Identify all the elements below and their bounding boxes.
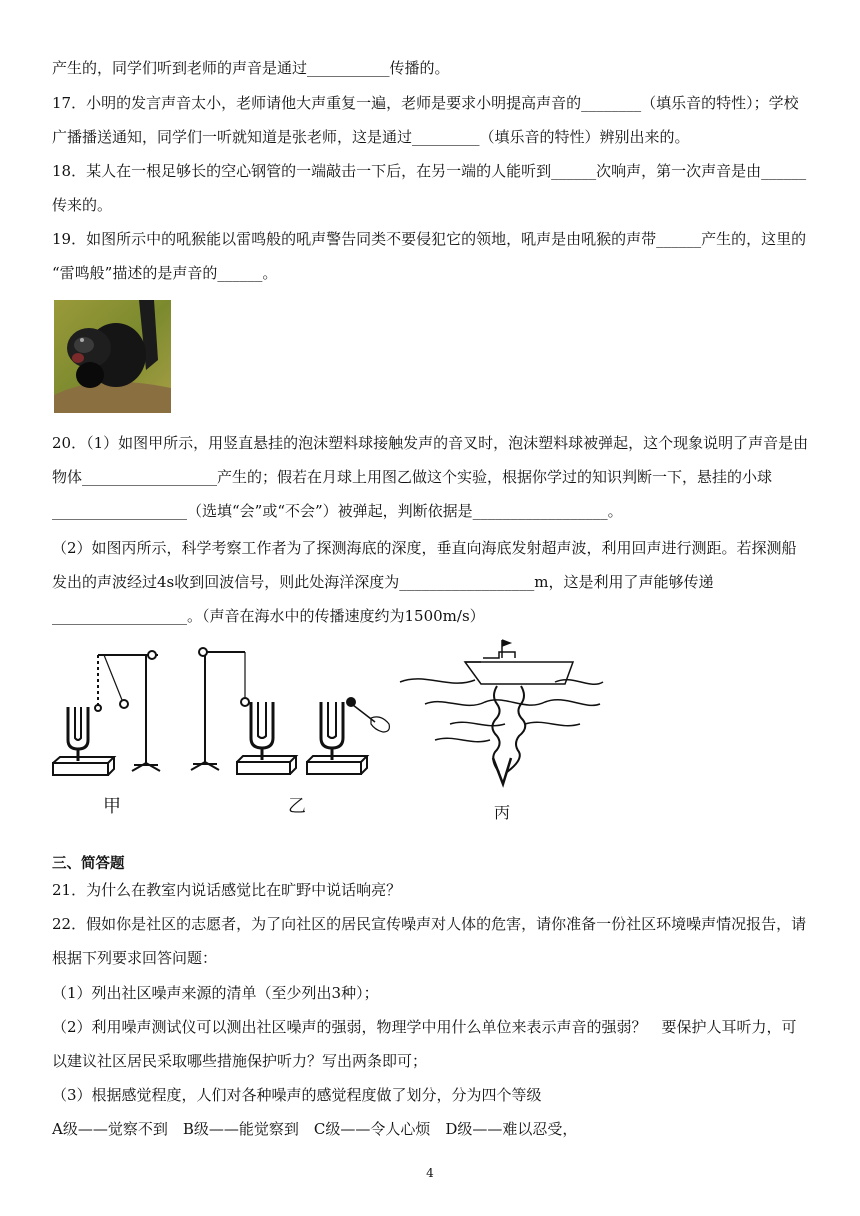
question-20-part2-line-3: __________________。（声音在海水中的传播速度约为1500m/s） [52,607,485,625]
question-20-line-3: __________________（选填“会”或“不会”）被弹起，判断依据是__________________。 [52,502,623,520]
question-19-line-2: “雷鸣般”描述的是声音的______。 [52,264,278,282]
question-20-part2-line-1: （2）如图丙所示，科学考察工作者为了探测海底的深度，垂直向海底发射超声波，利用回声进行测距。若探测船 [52,539,797,557]
section-3-heading: 三、简答题 [52,856,125,872]
question-21: 21．为什么在教室内说话感觉比在旷野中说话响亮？ [52,881,402,899]
question-22-part2-line-2: 以建议社区居民采取哪些措施保护听力？写出两条即可； [52,1052,428,1070]
ship-sonar-figure-bing [395,632,605,792]
tuning-fork-figure-jia [48,645,178,785]
figure-label-jia: 甲 [103,796,121,817]
question-22-line-1: 22．假如你是社区的志愿者，为了向社区的居民宣传噪声对人体的危害，请你准备一份社区环境噪声情况报告，请 [52,915,807,933]
question-19-line-1: 19．如图所示中的吼猴能以雷鸣般的吼声警告同类不要侵犯它的领地，吼声是由吼猴的声带______产生的，这里的 [52,230,807,248]
question-20-line-1: 20．（1）如图甲所示，用竖直悬挂的泡沫塑料球接触发声的音叉时，泡沫塑料球被弹起，这个现象说明了声音是由 [52,434,809,452]
question-22-part3: （3）根据感觉程度，人们对各种噪声的感觉程度做了划分，分为四个等级 [52,1086,542,1104]
question-20-part2-line-2: 发出的声波经过4s收到回波信号，则此处海洋深度为__________________m，这是利用了声能够传递 [52,573,714,591]
page-number: 4 [426,1166,434,1180]
question-22-part2-line-1: （2）利用噪声测试仪可以测出社区噪声的强弱，物理学中用什么单位来表示声音的强弱？ 要保护人耳听力，可 [52,1018,797,1036]
question-17-line-2: 广播播送通知，同学们一听就知道是张老师，这是通过_________（填乐音的特性）辨别出来的。 [52,128,690,146]
howler-monkey-photo [54,300,171,413]
question-18-line-1: 18．某人在一根足够长的空心钢管的一端敲击一下后，在另一端的人能听到______次响声，第一次声音是由______ [52,162,807,180]
question-22-line-2: 根据下列要求回答问题： [52,949,218,967]
question-22-part1: （1）列出社区噪声来源的清单（至少列出3种）； [52,984,379,1002]
question-20-line-2: 物体__________________产生的；假若在月球上用图乙做这个实验，根据你学过的知识判断一下，悬挂的小球 [52,468,773,486]
figure-label-bing: 丙 [494,803,511,822]
question-18-line-2: 传来的。 [52,196,113,214]
figure-label-yi: 乙 [288,796,306,817]
question-17-line-1: 17．小明的发言声音太小，老师请他大声重复一遍，老师是要求小明提高声音的________（填乐音的特性）；学校 [52,94,799,112]
text-line-1: 产生的，同学们听到老师的声音是通过___________传播的。 [52,59,450,77]
noise-levels-line: A级——觉察不到 B级——能觉察到 C级——令人心烦 D级——难以忍受， [52,1120,578,1138]
tuning-fork-figure-yi [185,640,405,785]
